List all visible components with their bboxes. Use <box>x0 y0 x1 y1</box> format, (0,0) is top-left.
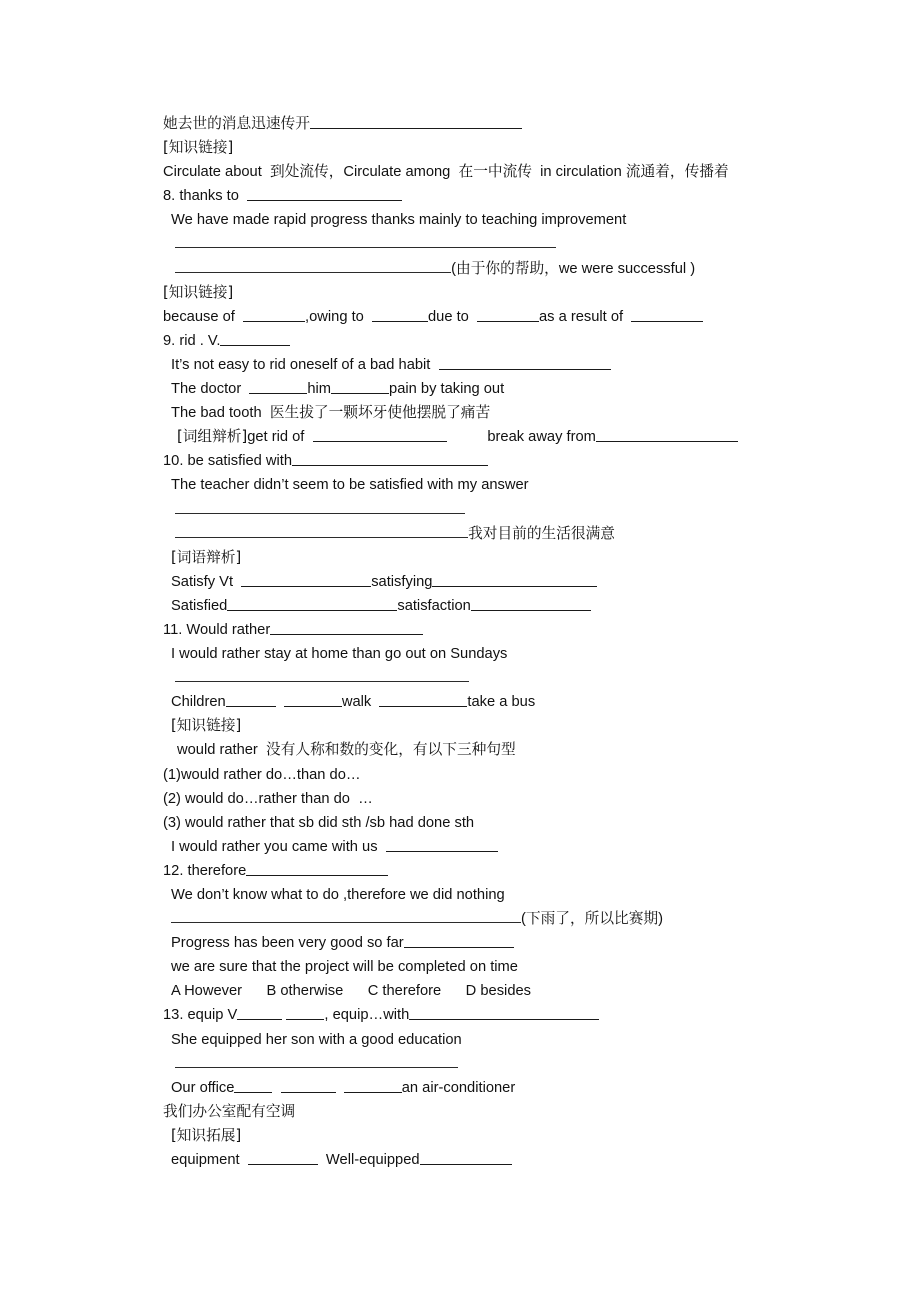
worksheet-line <box>163 666 873 690</box>
fill-in-blank[interactable] <box>477 307 539 322</box>
line-text: It’s not easy to rid oneself of a bad habit <box>171 356 439 373</box>
line-text <box>276 694 284 710</box>
worksheet-line <box>163 377 873 401</box>
line-text: We have made rapid progress thanks mainly to teaching improvement <box>171 212 627 229</box>
line-text: walk <box>341 694 380 711</box>
line-text: would rather <box>177 742 266 759</box>
worksheet-line <box>163 1148 873 1172</box>
line-text: I would rather stay at home than go out on Sundays <box>171 646 508 663</box>
line-text: , equip…with <box>324 1007 410 1024</box>
line-text: The doctor <box>171 381 250 398</box>
line-text: 没有人称和数的变化，有以下三种句型 <box>266 741 516 759</box>
line-text: in circulation <box>531 164 626 181</box>
worksheet-line <box>163 281 873 305</box>
fill-in-blank[interactable] <box>310 114 522 129</box>
line-text: Circulate about <box>163 164 270 181</box>
line-text: Children <box>171 694 226 711</box>
worksheet-line <box>163 1124 873 1148</box>
line-text: we are sure that the project will be completed on time <box>171 959 518 976</box>
fill-in-blank[interactable] <box>432 572 597 587</box>
fill-in-blank[interactable] <box>409 1006 599 1021</box>
line-text: because of <box>163 308 244 325</box>
line-text: A However B otherwise C therefore D besides <box>171 983 531 1000</box>
worksheet-line <box>163 787 873 811</box>
fill-in-blank[interactable] <box>596 428 738 443</box>
fill-in-blank[interactable] <box>227 596 397 611</box>
worksheet-line <box>163 232 873 256</box>
line-text: 9. rid . V. <box>163 332 221 349</box>
answer-rule[interactable] <box>175 234 556 248</box>
line-text: Our office <box>171 1079 235 1096</box>
answer-rule[interactable] <box>175 258 451 272</box>
line-text: Satisfy Vt <box>171 573 242 590</box>
fill-in-blank[interactable] <box>286 1006 324 1021</box>
line-text: 8. thanks to <box>163 188 248 205</box>
fill-in-blank[interactable] <box>331 380 389 395</box>
fill-in-blank[interactable] <box>344 1078 402 1093</box>
line-text: I would rather you came with us <box>171 838 386 855</box>
line-text: an air-conditioner <box>401 1079 516 1096</box>
line-text: ( <box>521 911 526 928</box>
worksheet-line <box>163 979 873 1003</box>
line-text <box>272 1080 280 1096</box>
line-text <box>336 1080 344 1096</box>
worksheet-line <box>163 184 873 208</box>
line-text: equipment <box>171 1152 248 1169</box>
fill-in-blank[interactable] <box>471 596 591 611</box>
worksheet-line <box>163 1100 873 1124</box>
answer-rule[interactable] <box>175 1053 458 1067</box>
line-text: [知识链接] <box>163 139 234 157</box>
document-body <box>163 112 873 1172</box>
worksheet-line <box>163 305 873 329</box>
line-text: [知识链接] <box>171 717 242 735</box>
fill-in-blank[interactable] <box>241 572 371 587</box>
worksheet-line <box>163 401 873 425</box>
line-text: (1)would rather do…than do… <box>163 766 361 783</box>
line-text: 流通着，传播着 <box>625 163 729 181</box>
fill-in-blank[interactable] <box>313 428 447 443</box>
line-text: The bad tooth <box>171 405 270 422</box>
fill-in-blank[interactable] <box>248 1151 318 1166</box>
fill-in-blank[interactable] <box>281 1078 336 1093</box>
line-text: due to <box>427 308 477 325</box>
worksheet-line <box>163 257 873 281</box>
worksheet-line <box>163 1028 873 1052</box>
line-text: She equipped her son with a good education <box>171 1031 462 1048</box>
answer-rule[interactable] <box>175 499 465 513</box>
fill-in-blank[interactable] <box>247 187 402 202</box>
worksheet-line <box>163 1052 873 1076</box>
line-text: get rid of <box>247 429 313 446</box>
worksheet-line <box>163 570 873 594</box>
line-text: satisfaction <box>397 597 471 614</box>
worksheet-line <box>163 594 873 618</box>
answer-rule[interactable] <box>171 909 521 923</box>
worksheet-line <box>163 546 873 570</box>
worksheet-line <box>163 835 873 859</box>
fill-in-blank[interactable] <box>386 837 498 852</box>
line-text: we were successful ) <box>558 260 696 277</box>
line-text: [词组辩析] <box>177 428 248 446</box>
line-text: take a bus <box>467 694 536 711</box>
worksheet-line <box>163 763 873 787</box>
worksheet-line <box>163 160 873 184</box>
line-text: 到处流传， <box>269 163 344 181</box>
line-text: The teacher didn’t seem to be satisfied with my answer <box>171 477 529 494</box>
fill-in-blank[interactable] <box>246 861 388 876</box>
answer-rule[interactable] <box>175 523 468 537</box>
line-text: (2) would do…rather than do … <box>163 790 373 807</box>
line-text: 13. equip V <box>163 1007 238 1024</box>
fill-in-blank[interactable] <box>404 934 514 949</box>
worksheet-line <box>163 811 873 835</box>
fill-in-blank[interactable] <box>220 331 290 346</box>
worksheet-line <box>163 449 873 473</box>
worksheet-line <box>163 859 873 883</box>
line-text: (3) would rather that sb did sth /sb had done sth <box>163 814 475 831</box>
line-text: Circulate among <box>343 164 459 181</box>
line-text: Satisfied <box>171 597 228 614</box>
line-text: ( <box>451 260 456 277</box>
worksheet-line <box>163 1076 873 1100</box>
worksheet-line <box>163 136 873 160</box>
worksheet-line <box>163 714 873 738</box>
worksheet-line <box>163 329 873 353</box>
line-text: [知识链接] <box>163 283 234 301</box>
worksheet-line <box>163 883 873 907</box>
worksheet-line <box>163 642 873 666</box>
line-text: [词语辩析] <box>171 548 242 566</box>
line-text: 我们办公室配有空调 <box>163 1102 296 1120</box>
line-text: 在一中流传 <box>458 163 532 181</box>
line-text: 11. Would rather <box>163 621 271 638</box>
worksheet-line <box>163 112 873 136</box>
fill-in-blank[interactable] <box>270 620 423 635</box>
line-text: We don’t know what to do ,therefore we did nothing <box>171 887 505 903</box>
worksheet-line <box>163 522 873 546</box>
fill-in-blank[interactable] <box>420 1151 512 1166</box>
worksheet-line <box>163 473 873 497</box>
worksheet-line <box>163 425 873 449</box>
fill-in-blank[interactable] <box>631 307 703 322</box>
line-text: him <box>307 381 332 398</box>
line-text: 医生拔了一颗坏牙使他摆脱了痛苦 <box>269 404 491 422</box>
fill-in-blank[interactable] <box>249 380 307 395</box>
line-text: 我对目前的生活很满意 <box>468 524 615 542</box>
fill-in-blank[interactable] <box>372 307 428 322</box>
worksheet-line <box>163 208 873 232</box>
worksheet-line <box>163 353 873 377</box>
line-text: [知识拓展] <box>171 1126 242 1144</box>
line-text: ) <box>658 911 664 928</box>
worksheet-line <box>163 1003 873 1027</box>
line-text: Progress has been very good so far <box>171 935 404 952</box>
worksheet-line <box>163 931 873 955</box>
line-text: satisfying <box>371 573 433 590</box>
line-text: break away from <box>446 429 596 446</box>
fill-in-blank[interactable] <box>237 1006 282 1021</box>
worksheet-line <box>163 498 873 522</box>
fill-in-blank[interactable] <box>284 693 342 708</box>
worksheet-line <box>163 907 873 931</box>
fill-in-blank[interactable] <box>439 355 611 370</box>
worksheet-line <box>163 955 873 979</box>
line-text: 下雨了，所以比赛期 <box>525 910 659 928</box>
worksheet-line <box>163 618 873 642</box>
fill-in-blank[interactable] <box>234 1078 272 1093</box>
fill-in-blank[interactable] <box>379 693 467 708</box>
line-text: 由于你的帮助， <box>456 259 559 277</box>
worksheet-line <box>163 690 873 714</box>
line-text: 10. be satisfied with <box>163 453 292 470</box>
line-text: 她去世的消息迅速传开 <box>163 115 310 132</box>
answer-rule[interactable] <box>175 668 469 682</box>
fill-in-blank[interactable] <box>243 307 305 322</box>
worksheet-line <box>163 738 873 762</box>
line-text: ,owing to <box>305 308 372 325</box>
line-text: as a result of <box>538 308 632 325</box>
fill-in-blank[interactable] <box>292 452 488 467</box>
line-text: 12. therefore <box>163 862 247 879</box>
line-text: pain by taking out <box>389 381 505 398</box>
fill-in-blank[interactable] <box>226 693 276 708</box>
line-text: Well-equipped <box>317 1152 420 1169</box>
